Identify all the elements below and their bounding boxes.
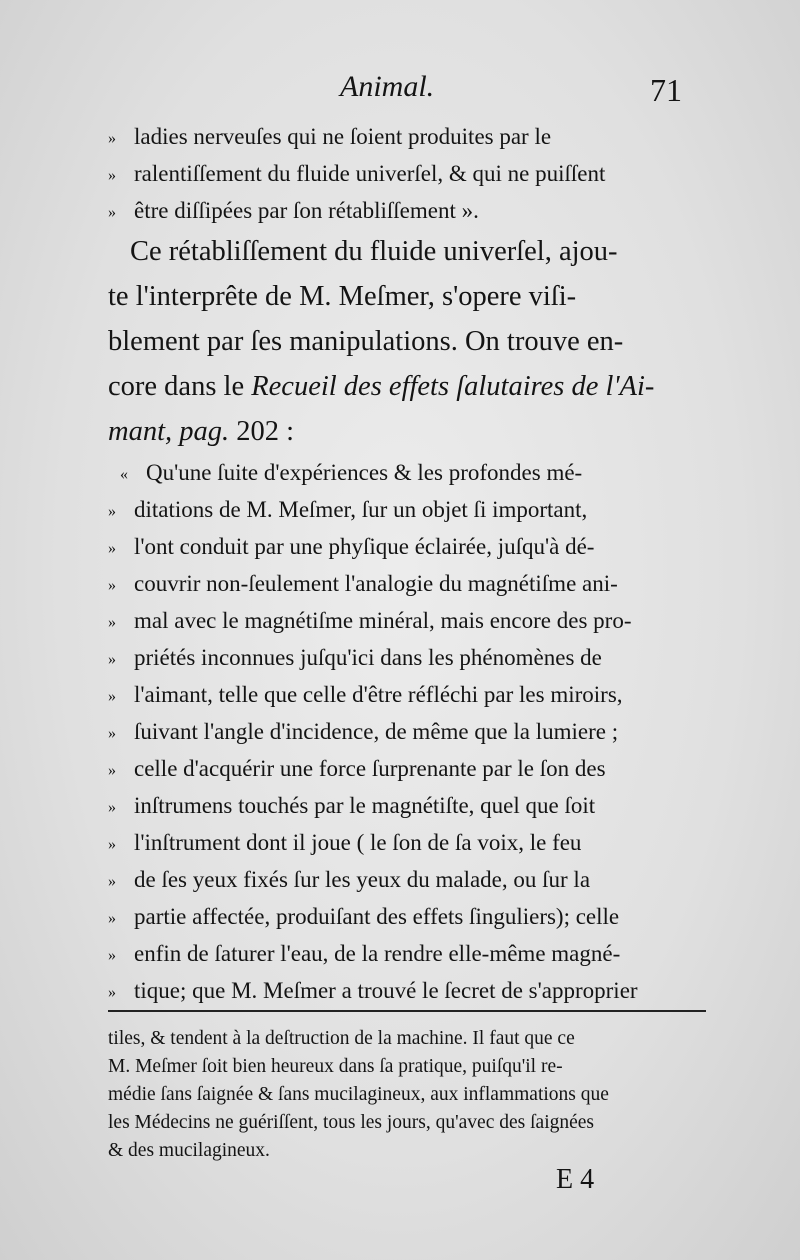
text-line <box>108 565 708 602</box>
line-text: l'ont conduit par une phyſique éclairée, juſqu'à dé- <box>134 534 595 559</box>
quote-mark: » <box>108 204 116 222</box>
text-line <box>108 898 708 935</box>
quote-mark: » <box>108 614 116 632</box>
quote-mark: » <box>108 540 116 558</box>
quote-mark: » <box>108 577 116 595</box>
quote-mark: » <box>108 799 116 817</box>
text-line <box>108 824 708 861</box>
quote-mark: « <box>120 466 128 484</box>
text-line <box>108 364 708 409</box>
text-line <box>108 750 708 787</box>
text-line <box>108 319 708 364</box>
line-text: couvrir non-ſeulement l'analogie du magnétiſme ani- <box>134 571 618 596</box>
page-header <box>0 70 800 110</box>
quote-mark: » <box>108 725 116 743</box>
line-text-italic: mant, pag. <box>108 416 230 447</box>
page-number: 71 <box>650 72 682 108</box>
line-text: ralentiſſement du fluide univerſel, & qui ne puiſſent <box>134 161 606 186</box>
line-text: blement par ſes manipulations. On trouve en- <box>108 326 624 357</box>
text-line <box>108 787 708 824</box>
quote-mark: » <box>108 836 116 854</box>
line-text: ditations de M. Meſmer, ſur un objet ſi important, <box>134 497 588 522</box>
text-line <box>108 192 708 229</box>
line-text: de ſes yeux fixés ſur les yeux du malade, ou ſur la <box>134 867 591 892</box>
line-text: tique; que M. Meſmer a trouvé le ſecret de s'approprier <box>134 978 638 1003</box>
text-line <box>108 528 708 565</box>
text-line <box>108 602 708 639</box>
line-text: celle d'acquérir une force ſurprenante par le ſon des <box>134 756 606 781</box>
footnote-line: M. Meſmer ſoit bien heureux dans ſa pratique, puiſqu'il re- <box>108 1056 563 1077</box>
quote-mark: » <box>108 688 116 706</box>
footnote-line: les Médecins ne guériſſent, tous les jours, qu'avec des ſaignées <box>108 1112 595 1133</box>
line-text: Qu'une ſuite d'expériences & les profondes mé- <box>146 460 583 485</box>
quote-mark: » <box>108 984 116 1002</box>
quote-mark: » <box>108 167 116 185</box>
line-text: priétés inconnues juſqu'ici dans les phénomènes de <box>134 645 602 670</box>
footnote-line: médie ſans ſaignée & ſans mucilagineux, aux inflammations que <box>108 1084 609 1105</box>
running-title: Animal. <box>340 70 435 103</box>
text-line <box>108 676 708 713</box>
line-text: ſuivant l'angle d'incidence, de même que la lumiere ; <box>134 719 619 744</box>
line-text: l'aimant, telle que celle d'être réfléchi par les miroirs, <box>134 682 623 707</box>
text-line <box>108 491 708 528</box>
line-text: core dans le <box>108 371 252 402</box>
text-line <box>108 935 708 972</box>
footnote <box>108 1025 708 1165</box>
footnote-line: tiles, & tendent à la deſtruction de la machine. Il faut que ce <box>108 1028 575 1049</box>
text-line <box>108 972 708 1009</box>
line-text: être diſſipées par ſon rétabliſſement ». <box>134 198 479 223</box>
line-text: inſtrumens touchés par le magnétiſte, quel que ſoit <box>134 793 596 818</box>
body-text <box>108 118 708 1009</box>
footnote-line: & des mucilagineux. <box>108 1140 270 1161</box>
signature-mark: E 4 <box>556 1164 595 1195</box>
text-line <box>108 229 708 274</box>
text-line <box>108 274 708 319</box>
line-text: partie affectée, produiſant des effets ſinguliers); celle <box>134 904 620 929</box>
quote-mark: » <box>108 503 116 521</box>
text-line <box>108 454 708 491</box>
text-line <box>108 118 708 155</box>
quote-mark: » <box>108 910 116 928</box>
text-line <box>108 639 708 676</box>
line-text: ladies nerveuſes qui ne ſoient produites par le <box>134 124 552 149</box>
text-line <box>108 155 708 192</box>
text-line <box>108 861 708 898</box>
quote-mark: » <box>108 651 116 669</box>
line-text-italic: Recueil des effets ſalutaires de l'Ai- <box>251 371 655 402</box>
quote-mark: » <box>108 762 116 780</box>
line-text: enfin de ſaturer l'eau, de la rendre elle-même magné- <box>134 941 621 966</box>
line-text: Ce rétabliſſement du fluide univerſel, ajou- <box>130 236 618 267</box>
text-line <box>108 713 708 750</box>
quote-mark: » <box>108 873 116 891</box>
line-text: l'inſtrument dont il joue ( le ſon de ſa voix, le feu <box>134 830 582 855</box>
text-line <box>108 409 708 454</box>
quote-mark: » <box>108 947 116 965</box>
line-text: te l'interprête de M. Meſmer, s'opere viſi- <box>108 281 577 312</box>
line-text: mal avec le magnétiſme minéral, mais encore des pro- <box>134 608 632 633</box>
footnote-divider <box>108 1010 706 1012</box>
quote-mark: » <box>108 130 116 148</box>
line-text: 202 : <box>229 416 295 447</box>
